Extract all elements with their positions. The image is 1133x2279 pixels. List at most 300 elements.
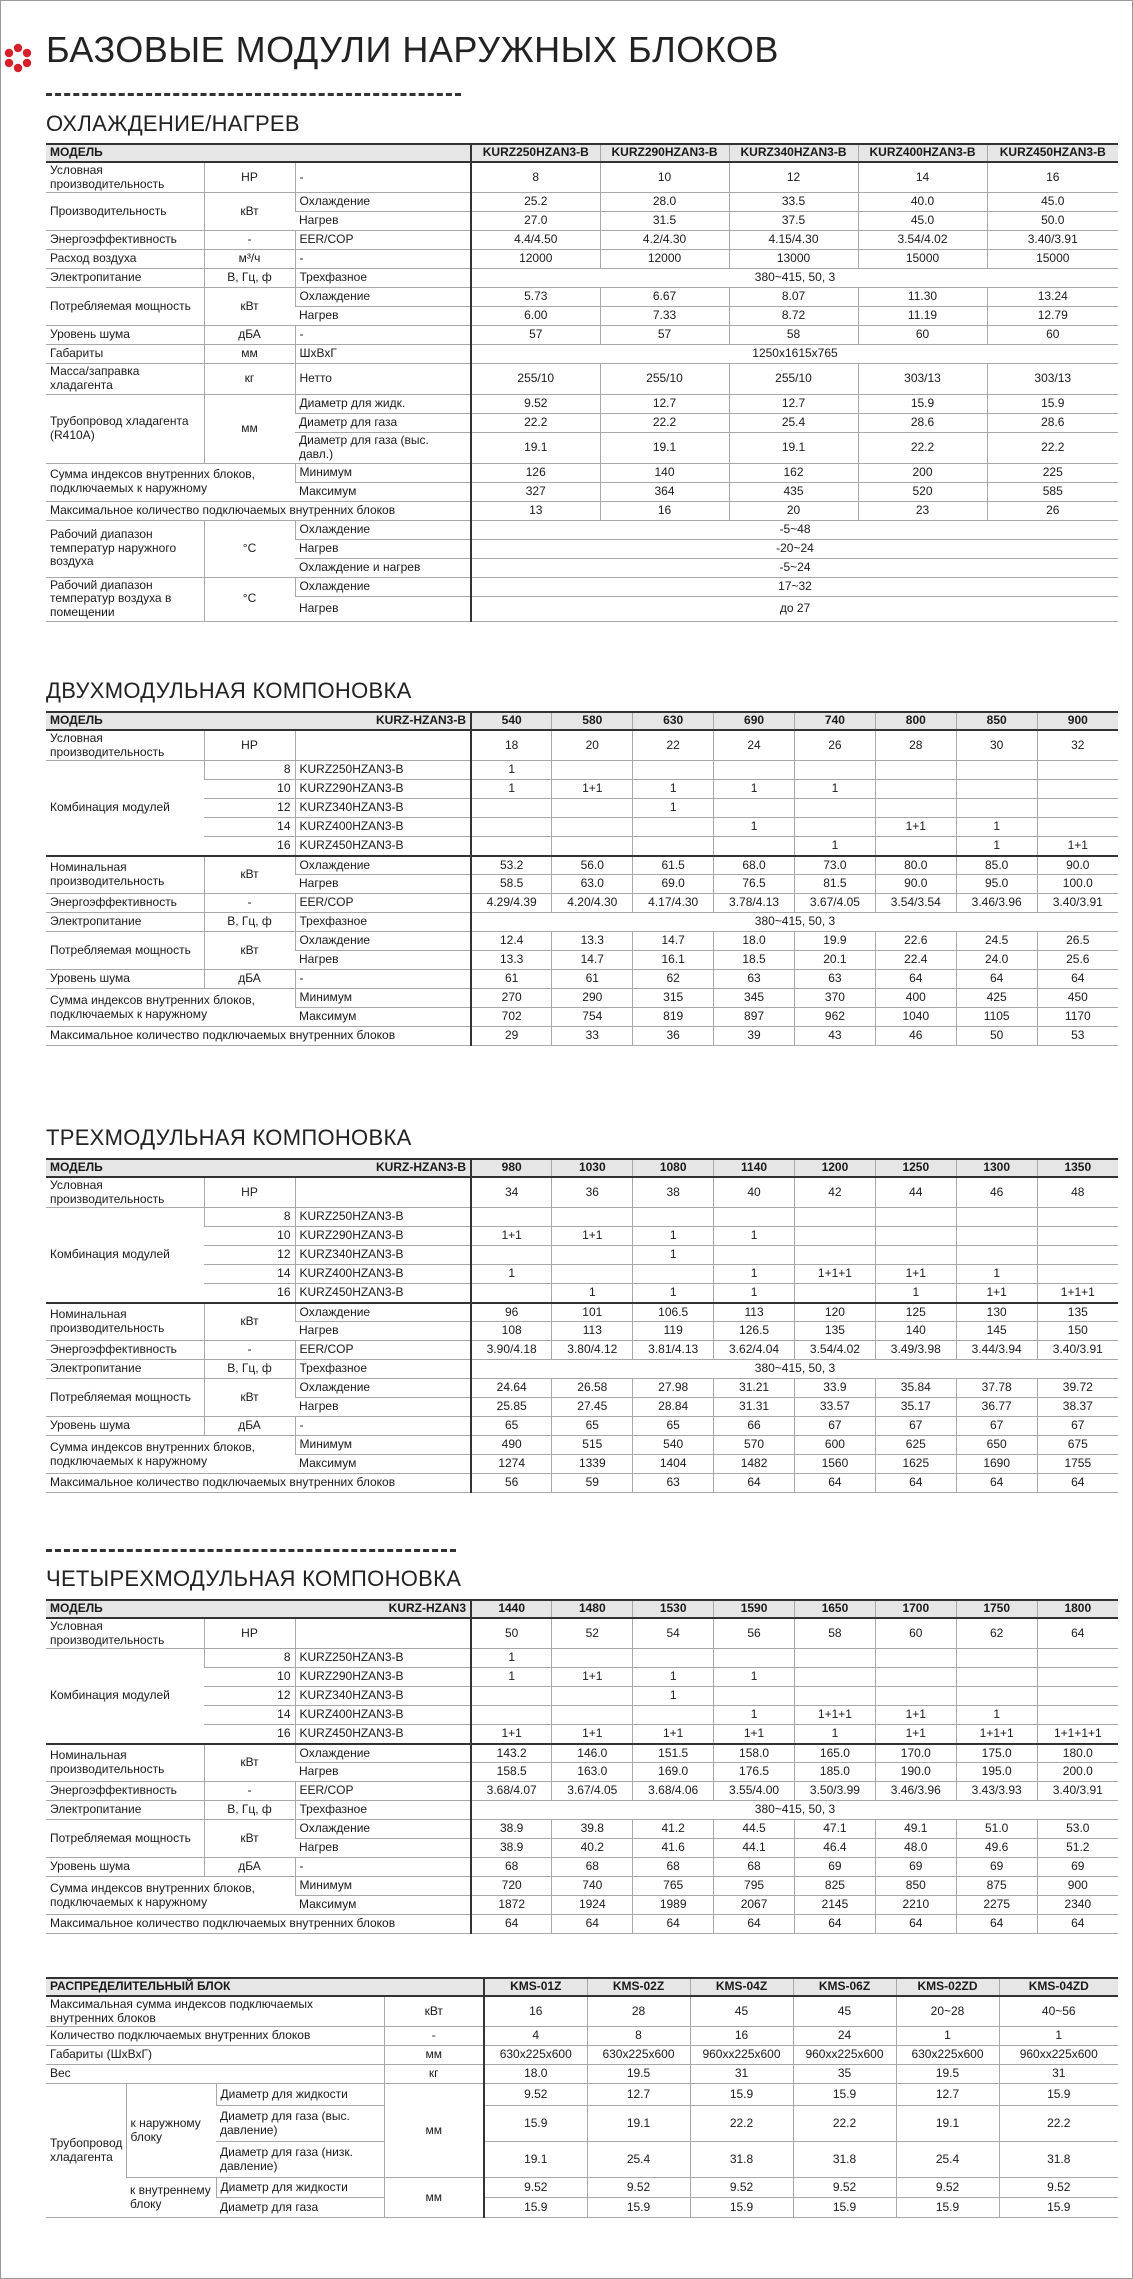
value-cell: [633, 1649, 714, 1668]
value-cell: 28: [587, 1996, 690, 2027]
value-cell: 76.5: [714, 875, 795, 894]
header-distribution-box: РАСПРЕДЕЛИТЕЛЬНЫЙ БЛОК: [46, 1978, 484, 1996]
module-name: KURZ400HZAN3-B: [295, 1706, 471, 1725]
value-cell: [471, 1706, 552, 1725]
table-row: [46, 394, 1118, 413]
value-cell: 56: [471, 1474, 552, 1493]
value-cell: 38.9: [471, 1839, 552, 1858]
value-cell: 1: [956, 1265, 1037, 1284]
value-cell: 41.6: [633, 1839, 714, 1858]
table-distribution-box: [46, 1977, 1118, 2218]
value-cell: 150: [1037, 1322, 1118, 1341]
module-hp: 8: [204, 761, 295, 780]
table-header-row: [46, 144, 1118, 162]
table-row: [46, 1227, 1118, 1246]
table-row: [46, 1801, 1118, 1820]
value-cell: 23: [858, 501, 987, 520]
module-name: KURZ340HZAN3-B: [295, 1246, 471, 1265]
table-row: [46, 856, 1118, 875]
value-cell: 63: [714, 970, 795, 989]
param-group: к наружному блоку: [126, 2084, 216, 2178]
value-cell: 1989: [633, 1896, 714, 1915]
value-cell: 46: [875, 1027, 956, 1046]
value-cell: [552, 1246, 633, 1265]
value-cell: 67: [1037, 1417, 1118, 1436]
param-sub: Максимум: [295, 482, 471, 501]
param-name: Габариты (ШхВхГ): [46, 2046, 384, 2065]
value-cell: [875, 1246, 956, 1265]
value-cell: 1+1: [714, 1725, 795, 1744]
module-hp: 12: [204, 799, 295, 818]
value-cell: 255/10: [471, 364, 600, 395]
value-cell: 33.5: [729, 193, 858, 212]
table-row: [46, 932, 1118, 951]
value-cell: 819: [633, 1008, 714, 1027]
value-cell: 43: [795, 1027, 876, 1046]
param-sub: Нагрев: [295, 951, 471, 970]
table-row: [46, 1246, 1118, 1265]
value-cell: 64: [633, 1915, 714, 1934]
value-cell: 24: [793, 2027, 896, 2046]
value-cell: 630x225x600: [484, 2046, 587, 2065]
value-cell: 585: [987, 482, 1118, 501]
value-cell: 58: [729, 326, 858, 345]
header-model: МОДЕЛЬ: [46, 144, 471, 162]
value-cell: 49.6: [956, 1839, 1037, 1858]
param-sub: Нетто: [295, 364, 471, 395]
param-name: Уровень шума: [46, 326, 204, 345]
value-cell: 95.0: [956, 875, 1037, 894]
value-all-models: -5~48: [471, 520, 1118, 539]
value-cell: 3.43/3.93: [956, 1782, 1037, 1801]
value-cell: 10: [600, 162, 729, 193]
param-name: Энергоэффективность: [46, 1341, 204, 1360]
table-row: [46, 269, 1118, 288]
value-cell: 327: [471, 482, 600, 501]
param-name: Уровень шума: [46, 1417, 204, 1436]
value-cell: 1+1: [875, 1706, 956, 1725]
value-cell: 51.2: [1037, 1839, 1118, 1858]
header-model: МОДЕЛЬ: [46, 1600, 295, 1618]
value-cell: [714, 1246, 795, 1265]
value-cell: 45: [793, 1996, 896, 2027]
param-name: Электропитание: [46, 269, 204, 288]
value-cell: 73.0: [795, 856, 876, 875]
table-row: [46, 1027, 1118, 1046]
table-row: [46, 2084, 1118, 2106]
value-cell: 2067: [714, 1896, 795, 1915]
header-combination: 980: [471, 1159, 552, 1177]
table-header-row: [46, 1978, 1118, 1996]
value-cell: 51.0: [956, 1820, 1037, 1839]
param-sub: EER/COP: [295, 1341, 471, 1360]
value-cell: 1+1: [875, 1265, 956, 1284]
table-row: [46, 162, 1118, 193]
header-combination: 1080: [633, 1159, 714, 1177]
value-cell: 1: [795, 1725, 876, 1744]
value-cell: [714, 837, 795, 856]
value-cell: 63: [633, 1474, 714, 1493]
value-cell: 25.6: [1037, 951, 1118, 970]
param-unit: -: [384, 2027, 484, 2046]
value-all-models: 17~32: [471, 577, 1118, 597]
header-combination: 1480: [552, 1600, 633, 1618]
header-model-name: KMS-02Z: [587, 1978, 690, 1996]
value-cell: 25.4: [729, 413, 858, 432]
header-combination: 1030: [552, 1159, 633, 1177]
value-cell: 1+1+1: [956, 1725, 1037, 1744]
value-cell: [1037, 1208, 1118, 1227]
section-title-cooling-heating: ОХЛАЖДЕНИЕ/НАГРЕВ: [46, 111, 300, 136]
value-cell: 24.0: [956, 951, 1037, 970]
value-cell: 53: [1037, 1027, 1118, 1046]
section-title-three-module: ТРЕХМОДУЛЬНАЯ КОМПОНОВКА: [46, 1125, 412, 1150]
value-cell: 22.2: [858, 432, 987, 463]
title-dashed-rule: [46, 93, 461, 96]
value-cell: [714, 1687, 795, 1706]
value-cell: 1+1: [633, 1725, 714, 1744]
value-cell: 14: [858, 162, 987, 193]
table-row: [46, 1303, 1118, 1322]
module-hp: 10: [204, 1668, 295, 1687]
value-cell: 68: [471, 1858, 552, 1877]
param-name: Потребляемая мощность: [46, 1379, 204, 1417]
value-cell: 135: [1037, 1303, 1118, 1322]
value-cell: 9.52: [896, 2178, 999, 2198]
value-cell: 64: [956, 970, 1037, 989]
table-row: [46, 2178, 1118, 2198]
value-cell: [1037, 1246, 1118, 1265]
param-sub: -: [295, 970, 471, 989]
value-cell: 69.0: [633, 875, 714, 894]
value-cell: 630x225x600: [896, 2046, 999, 2065]
value-cell: [714, 1208, 795, 1227]
header-model-series: KURZ-HZAN3-B: [295, 1159, 471, 1177]
table-header-row: [46, 712, 1118, 730]
value-cell: 35.17: [875, 1398, 956, 1417]
value-cell: 33.9: [795, 1379, 876, 1398]
value-cell: 29: [471, 1027, 552, 1046]
section-title-four-module: ЧЕТЫРЕХМОДУЛЬНАЯ КОМПОНОВКА: [46, 1566, 462, 1591]
value-cell: 3.46/3.96: [875, 1782, 956, 1801]
module-hp: 10: [204, 780, 295, 799]
header-combination: 1530: [633, 1600, 714, 1618]
value-cell: 2210: [875, 1896, 956, 1915]
param-sub: Диаметр для жидк.: [295, 394, 471, 413]
param-sub: Нагрев: [295, 1322, 471, 1341]
value-cell: 960xx225x600: [793, 2046, 896, 2065]
value-cell: 53.0: [1037, 1820, 1118, 1839]
value-cell: 400: [875, 989, 956, 1008]
value-cell: 1: [956, 837, 1037, 856]
value-cell: 65: [552, 1417, 633, 1436]
value-cell: 4.29/4.39: [471, 894, 552, 913]
value-cell: 46: [956, 1177, 1037, 1208]
value-cell: 897: [714, 1008, 795, 1027]
value-cell: 290: [552, 989, 633, 1008]
value-cell: 900: [1037, 1877, 1118, 1896]
value-cell: 19.9: [795, 932, 876, 951]
value-cell: 1+1: [875, 818, 956, 837]
value-cell: 65: [633, 1417, 714, 1436]
value-cell: 180.0: [1037, 1744, 1118, 1763]
value-cell: 64: [795, 1474, 876, 1493]
param-sub: Диаметр для газа (низк. давление): [216, 2142, 384, 2178]
value-cell: 1+1: [956, 1284, 1037, 1303]
table-row: [46, 1996, 1118, 2027]
value-cell: 11.19: [858, 307, 987, 326]
value-cell: 113: [714, 1303, 795, 1322]
param-unit: мм: [384, 2178, 484, 2218]
module-name: KURZ450HZAN3-B: [295, 837, 471, 856]
value-cell: 65: [471, 1417, 552, 1436]
value-cell: 1+1+1: [795, 1706, 876, 1725]
table-row: [46, 326, 1118, 345]
value-cell: 19.1: [729, 432, 858, 463]
value-cell: 1872: [471, 1896, 552, 1915]
value-cell: 20.1: [795, 951, 876, 970]
module-hp: 12: [204, 1687, 295, 1706]
value-cell: 1: [471, 1649, 552, 1668]
value-cell: 80.0: [875, 856, 956, 875]
value-cell: [552, 1649, 633, 1668]
value-cell: 40.2: [552, 1839, 633, 1858]
value-cell: [875, 761, 956, 780]
value-cell: 15.9: [690, 2084, 793, 2106]
value-cell: 31.8: [793, 2142, 896, 2178]
table-row: [46, 577, 1118, 597]
value-cell: 490: [471, 1436, 552, 1455]
param-unit: мм: [384, 2046, 484, 2065]
value-cell: 3.55/4.00: [714, 1782, 795, 1801]
header-model-name: KMS-01Z: [484, 1978, 587, 1996]
value-cell: [471, 837, 552, 856]
header-combination: 900: [1037, 712, 1118, 730]
value-cell: 27.45: [552, 1398, 633, 1417]
param-sub: EER/COP: [295, 894, 471, 913]
value-cell: 31.8: [999, 2142, 1118, 2178]
header-combination: 1800: [1037, 1600, 1118, 1618]
module-hp: 16: [204, 1725, 295, 1744]
param-unit: кВт: [204, 1744, 295, 1782]
value-cell: [552, 837, 633, 856]
value-cell: 47.1: [795, 1820, 876, 1839]
param-sub: Охлаждение и нагрев: [295, 558, 471, 577]
param-unit: дБА: [204, 1417, 295, 1436]
value-cell: 18.5: [714, 951, 795, 970]
param-sub: [295, 730, 471, 761]
value-cell: 19.1: [600, 432, 729, 463]
value-cell: [875, 1649, 956, 1668]
value-cell: [795, 1246, 876, 1265]
value-cell: 6.00: [471, 307, 600, 326]
value-cell: 58.5: [471, 875, 552, 894]
table-row: [46, 761, 1118, 780]
param-name: Номинальная производительность: [46, 856, 204, 894]
value-cell: 795: [714, 1877, 795, 1896]
value-cell: 3.68/4.07: [471, 1782, 552, 1801]
value-cell: 1: [471, 1265, 552, 1284]
param-sub: Охлаждение: [295, 288, 471, 307]
value-cell: 28.6: [858, 413, 987, 432]
value-cell: 68: [633, 1858, 714, 1877]
param-name: Максимальное количество подключаемых внутренних блоков: [46, 1027, 471, 1046]
value-cell: 32: [1037, 730, 1118, 761]
value-cell: 850: [875, 1877, 956, 1896]
table-row: [46, 1782, 1118, 1801]
param-sub: Охлаждение: [295, 1379, 471, 1398]
value-cell: 200.0: [1037, 1763, 1118, 1782]
value-cell: 425: [956, 989, 1037, 1008]
param-name: Электропитание: [46, 1360, 204, 1379]
value-cell: 3.80/4.12: [552, 1341, 633, 1360]
value-cell: 35: [793, 2065, 896, 2084]
value-cell: 22.2: [600, 413, 729, 432]
table-row: [46, 1474, 1118, 1493]
value-cell: 1274: [471, 1455, 552, 1474]
value-cell: 1: [875, 1284, 956, 1303]
param-name: Трубопровод хладагента (R410A): [46, 394, 204, 463]
value-cell: [956, 1687, 1037, 1706]
value-cell: 3.54/4.02: [795, 1341, 876, 1360]
table-row: [46, 1417, 1118, 1436]
value-cell: [875, 1227, 956, 1246]
value-cell: 960xx225x600: [690, 2046, 793, 2065]
value-cell: 140: [600, 463, 729, 482]
header-combination: 540: [471, 712, 552, 730]
param-unit: HP: [204, 730, 295, 761]
section-dashed-rule: [46, 1549, 456, 1552]
value-cell: 3.90/4.18: [471, 1341, 552, 1360]
param-sub: -: [295, 162, 471, 193]
param-unit: дБА: [204, 970, 295, 989]
value-cell: 1: [633, 1668, 714, 1687]
value-cell: [552, 1687, 633, 1706]
value-cell: [956, 1208, 1037, 1227]
value-cell: 6.67: [600, 288, 729, 307]
value-cell: 45.0: [858, 212, 987, 231]
table-row: [46, 989, 1118, 1008]
param-sub: Нагрев: [295, 212, 471, 231]
value-cell: [875, 1668, 956, 1687]
param-unit: кВт: [384, 1996, 484, 2027]
value-cell: 33.57: [795, 1398, 876, 1417]
header-combination: 1590: [714, 1600, 795, 1618]
param-name: Энергоэффективность: [46, 894, 204, 913]
value-cell: 64: [875, 1474, 956, 1493]
value-cell: 19.1: [587, 2106, 690, 2142]
value-cell: 1+1+1+1: [1037, 1725, 1118, 1744]
param-sub: Нагрев: [295, 1398, 471, 1417]
value-cell: 1755: [1037, 1455, 1118, 1474]
value-cell: 12000: [471, 250, 600, 269]
value-cell: 18.0: [714, 932, 795, 951]
header-model-name: KURZ450HZAN3-B: [987, 144, 1118, 162]
value-cell: 1: [896, 2027, 999, 2046]
value-cell: 158.5: [471, 1763, 552, 1782]
param-unit: -: [204, 231, 295, 250]
value-cell: 345: [714, 989, 795, 1008]
module-name: KURZ290HZAN3-B: [295, 780, 471, 799]
param-sub: Охлаждение: [295, 577, 471, 597]
value-cell: 69: [956, 1858, 1037, 1877]
value-cell: 48.0: [875, 1839, 956, 1858]
value-cell: 1404: [633, 1455, 714, 1474]
value-cell: 1+1+1: [1037, 1284, 1118, 1303]
value-cell: 3.54/3.54: [875, 894, 956, 913]
param-sub: Охлаждение: [295, 193, 471, 212]
param-sub: Нагрев: [295, 1763, 471, 1782]
value-cell: [875, 799, 956, 818]
value-cell: 303/13: [858, 364, 987, 395]
value-cell: 68.0: [714, 856, 795, 875]
header-model-name: KMS-04ZD: [999, 1978, 1118, 1996]
param-name: Максимальное количество подключаемых внутренних блоков: [46, 1474, 471, 1493]
table-row: [46, 193, 1118, 212]
value-cell: [956, 1246, 1037, 1265]
param-sub: Максимум: [295, 1008, 471, 1027]
value-cell: [956, 780, 1037, 799]
param-unit: дБА: [204, 326, 295, 345]
value-cell: 370: [795, 989, 876, 1008]
param-name: Максимальная сумма индексов подключаемых внутренних блоков: [46, 1996, 384, 2027]
value-cell: 22.6: [875, 932, 956, 951]
value-cell: 3.40/3.91: [1037, 1782, 1118, 1801]
table-row: [46, 1725, 1118, 1744]
value-cell: [714, 761, 795, 780]
table-four-module: [46, 1599, 1118, 1934]
value-cell: 40: [714, 1177, 795, 1208]
param-name: Уровень шума: [46, 1858, 204, 1877]
header-combination: 580: [552, 712, 633, 730]
value-cell: 64: [956, 1474, 1037, 1493]
value-cell: 19.5: [587, 2065, 690, 2084]
value-cell: 1: [633, 1246, 714, 1265]
param-unit: кВт: [204, 193, 295, 231]
value-cell: 100.0: [1037, 875, 1118, 894]
value-cell: 22.2: [471, 413, 600, 432]
value-cell: 61: [471, 970, 552, 989]
value-cell: 57: [471, 326, 600, 345]
header-model-name: KURZ400HZAN3-B: [858, 144, 987, 162]
value-cell: 22.2: [999, 2106, 1118, 2142]
module-hp: 8: [204, 1208, 295, 1227]
value-cell: 1: [471, 761, 552, 780]
param-sub: Трехфазное: [295, 913, 471, 932]
table-row: [46, 2027, 1118, 2046]
value-cell: 16: [690, 2027, 793, 2046]
param-name: Электропитание: [46, 1801, 204, 1820]
value-cell: [956, 761, 1037, 780]
module-name: KURZ340HZAN3-B: [295, 1687, 471, 1706]
module-hp: 8: [204, 1649, 295, 1668]
table-row: [46, 1618, 1118, 1649]
header-model-name: KURZ250HZAN3-B: [471, 144, 600, 162]
param-unit: дБА: [204, 1858, 295, 1877]
param-unit: кВт: [204, 856, 295, 894]
param-sub: -: [295, 1858, 471, 1877]
param-unit: HP: [204, 1177, 295, 1208]
value-cell: 16: [987, 162, 1118, 193]
value-cell: 158.0: [714, 1744, 795, 1763]
value-cell: 15.9: [484, 2106, 587, 2142]
value-cell: 170.0: [875, 1744, 956, 1763]
value-cell: 50: [471, 1618, 552, 1649]
value-cell: [471, 1687, 552, 1706]
value-cell: 27.98: [633, 1379, 714, 1398]
value-cell: 63: [795, 970, 876, 989]
value-cell: 68: [552, 1858, 633, 1877]
